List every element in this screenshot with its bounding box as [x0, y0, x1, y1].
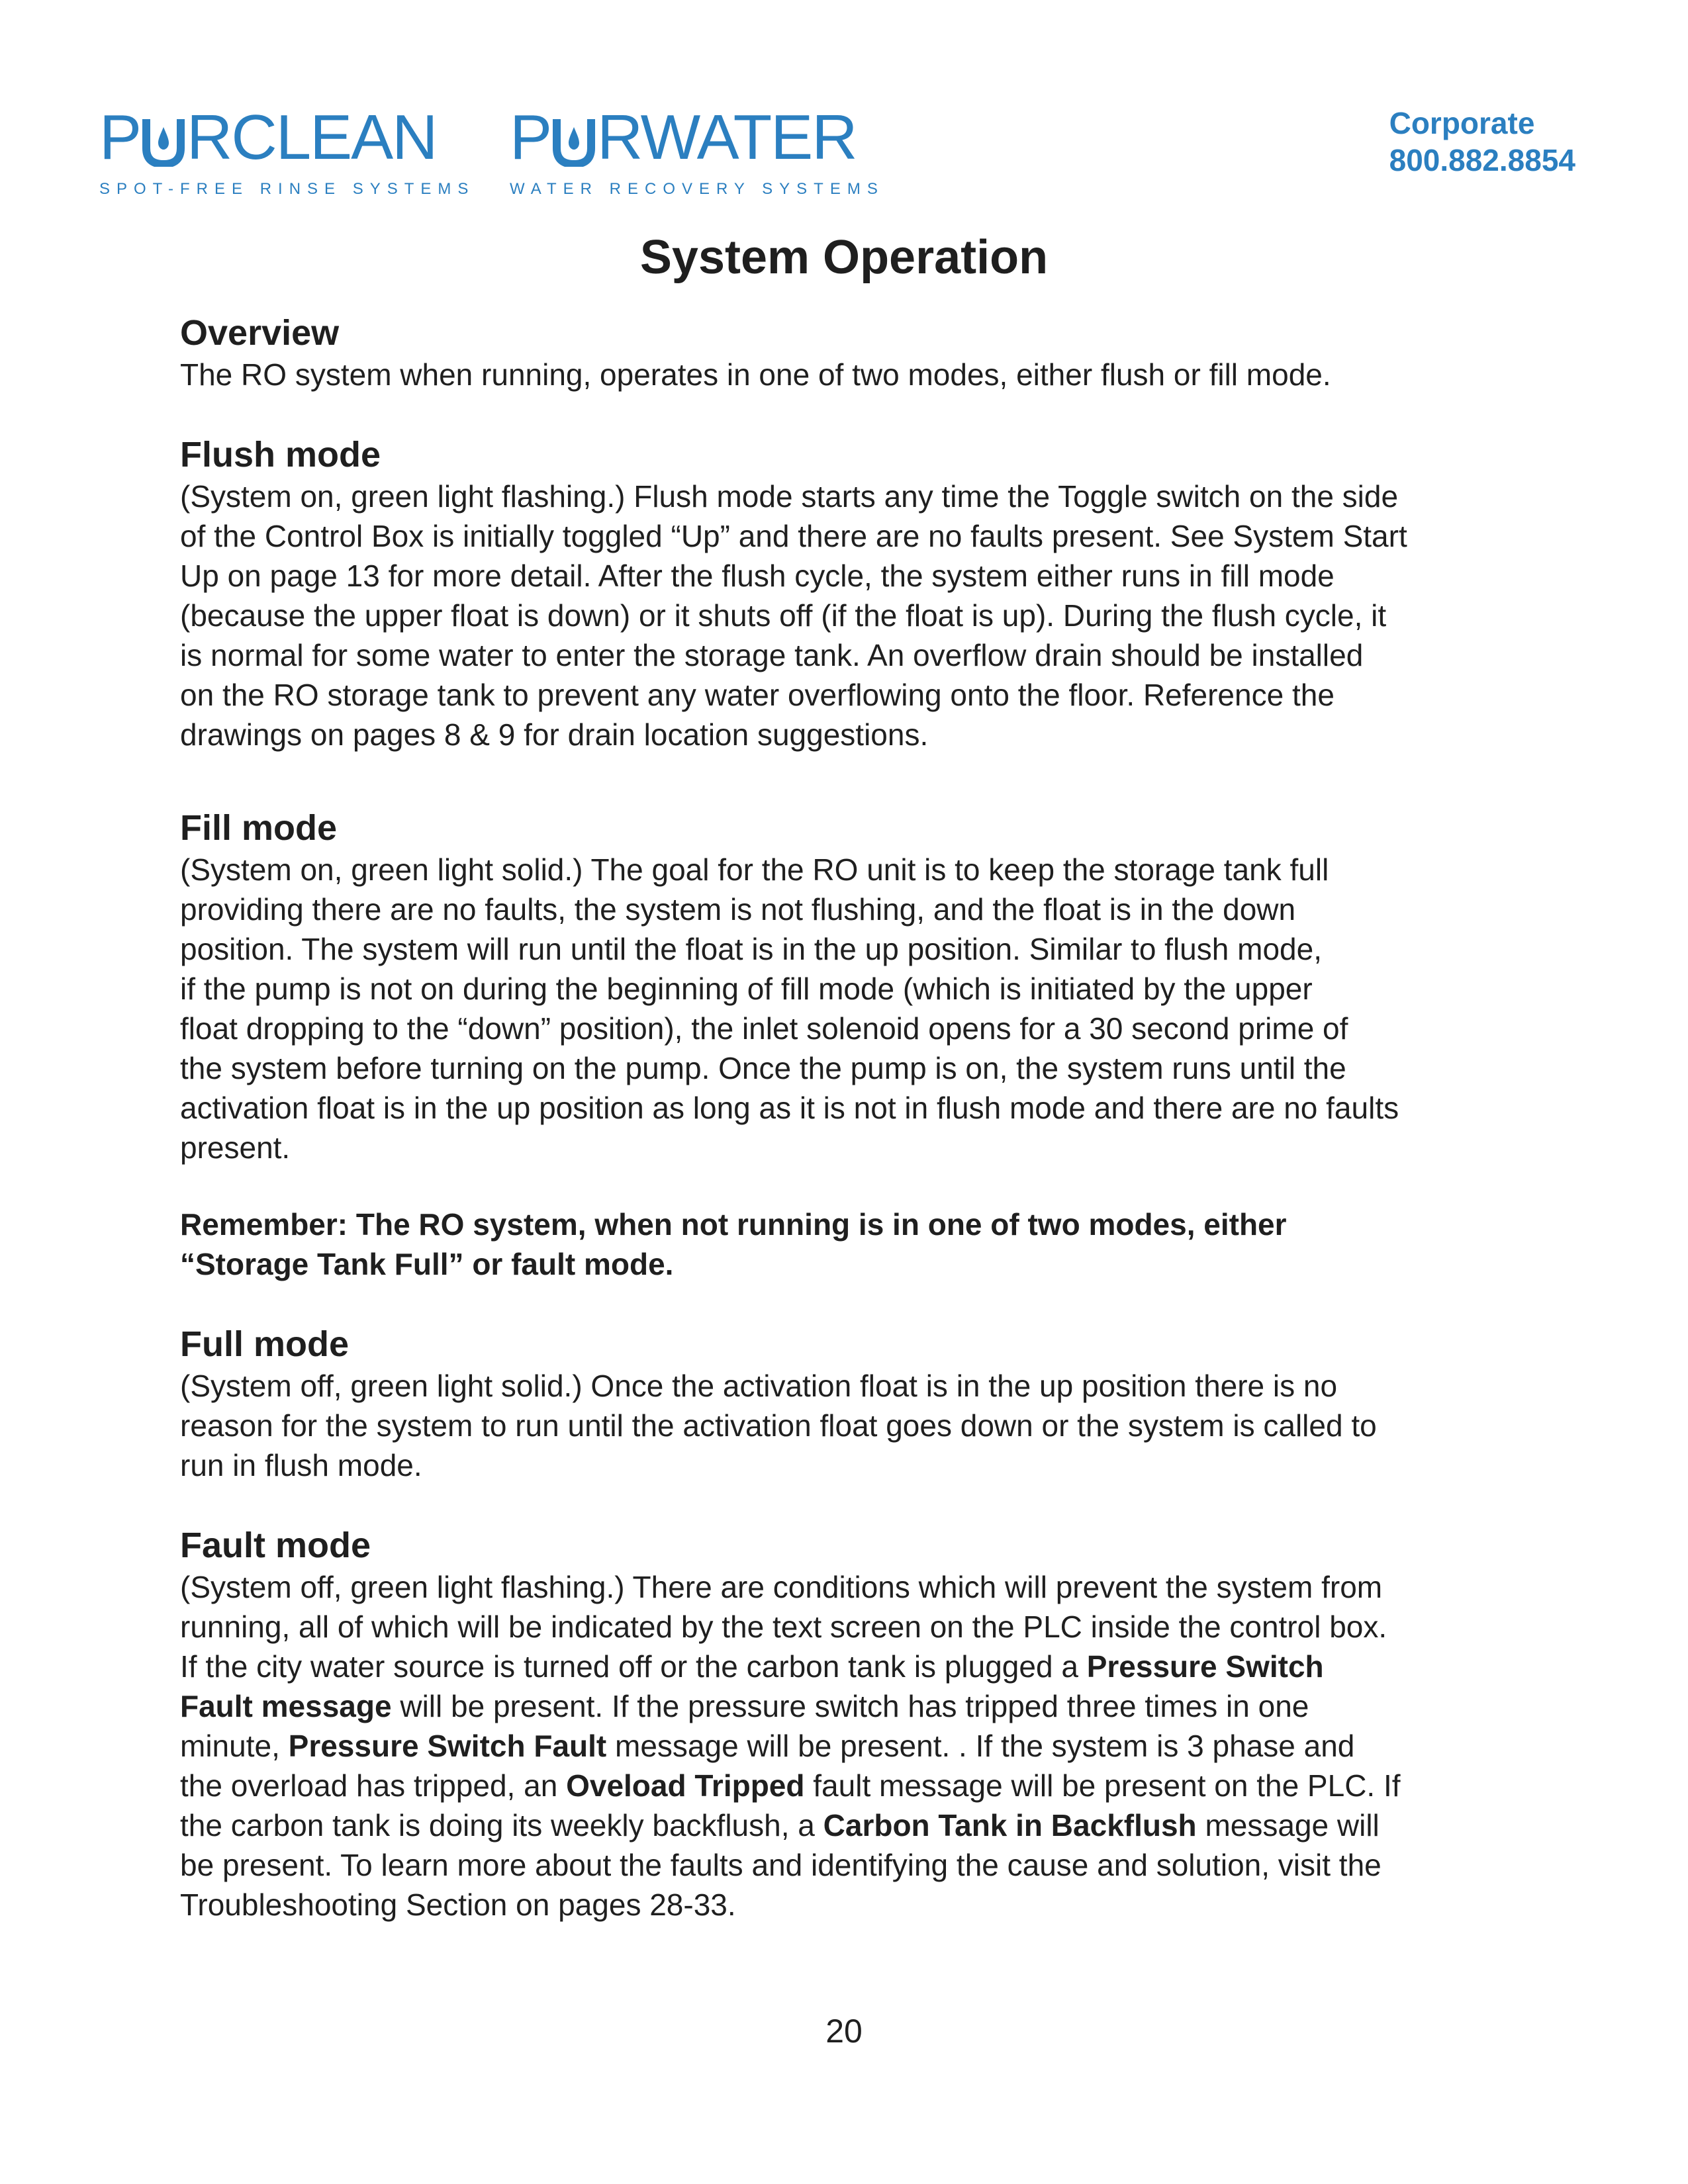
text-run: minute,	[180, 1729, 289, 1763]
overview-paragraph	[180, 355, 1524, 394]
bold-term: Pressure Switch	[1086, 1649, 1324, 1684]
text-line: (because the upper float is down) or it shuts off (if the float is up). During the flush cycle, it	[180, 598, 1387, 633]
text-line	[180, 1686, 1524, 1726]
text-line: Remember: The RO system, when not running is in one of two modes, either	[180, 1207, 1287, 1242]
text-line: (System on, green light solid.) The goal for the RO unit is to keep the storage tank full	[180, 852, 1329, 887]
text-line: (System on, green light flashing.) Flush mode starts any time the Toggle switch on the side	[180, 479, 1399, 514]
water-drop-u-icon	[553, 118, 595, 167]
bold-term: Fault message	[180, 1689, 392, 1723]
text-line: (System off, green light solid.) Once the activation float is in the up position there is no	[180, 1369, 1338, 1403]
corporate-phone: 800.882.8854	[1389, 143, 1575, 177]
text-run: If the city water source is turned off or the carbon tank is plugged a	[180, 1649, 1087, 1684]
document-body	[180, 311, 1524, 1925]
text-line: Up on page 13 for more detail. After the flush cycle, the system either runs in fill mode	[180, 559, 1335, 593]
text-line: run in flush mode.	[180, 1448, 422, 1482]
text-line: is normal for some water to enter the storage tank. An overflow drain should be installed	[180, 638, 1364, 672]
text-line: the system before turning on the pump. Once the pump is on, the system runs until the	[180, 1051, 1346, 1085]
purclean-logo-text-end: RCLEAN	[187, 102, 437, 173]
purclean-tagline: SPOT-FREE RINSE SYSTEMS	[99, 180, 475, 198]
purwater-logo-text-start: P	[510, 102, 551, 173]
text-line	[180, 1726, 1524, 1766]
purwater-tagline: WATER RECOVERY SYSTEMS	[510, 180, 884, 198]
full-mode-heading: Full mode	[180, 1324, 349, 1364]
purwater-wordmark	[510, 102, 884, 173]
remember-note	[180, 1205, 1524, 1284]
fill-mode-heading: Fill mode	[180, 808, 338, 848]
text-run: fault message will be present on the PLC. If	[804, 1768, 1401, 1803]
text-run: the overload has tripped, an	[180, 1768, 567, 1803]
flush-mode-paragraph	[180, 477, 1524, 754]
purwater-logo-text-end: RWATER	[597, 102, 857, 173]
overview-heading: Overview	[180, 313, 340, 353]
fill-mode-paragraph	[180, 850, 1524, 1167]
purclean-logo	[99, 102, 475, 199]
bold-term: Carbon Tank in Backflush	[823, 1808, 1197, 1843]
fault-mode-paragraph	[180, 1567, 1524, 1925]
text-line: float dropping to the “down” position), the inlet solenoid opens for a 30 second prime of	[180, 1011, 1348, 1046]
text-line: of the Control Box is initially toggled “Up” and there are no faults present. See System Start	[180, 519, 1407, 553]
text-run: message will be present. . If the system is 3 phase and	[606, 1729, 1355, 1763]
purclean-wordmark	[99, 102, 475, 173]
bold-term: Oveload Tripped	[566, 1768, 805, 1803]
page-title: System Operation	[639, 231, 1049, 284]
text-line: be present. To learn more about the faults and identifying the cause and solution, visit the	[180, 1848, 1382, 1882]
text-line	[180, 1805, 1524, 1845]
purclean-logo-text-start: P	[99, 102, 141, 173]
text-line: running, all of which will be indicated by the text screen on the PLC inside the control box.	[180, 1610, 1387, 1644]
text-line: present.	[180, 1130, 291, 1165]
text-line: activation float is in the up position as long as it is not in flush mode and there are no faults	[180, 1091, 1399, 1125]
text-line: Troubleshooting Section on pages 28-33.	[180, 1888, 736, 1922]
corporate-contact	[1389, 105, 1575, 179]
page-number: 20	[825, 2013, 863, 2050]
fault-mode-heading: Fault mode	[180, 1525, 371, 1565]
text-line: providing there are no faults, the system is not flushing, and the float is in the down	[180, 892, 1296, 927]
text-line: “Storage Tank Full” or fault mode.	[180, 1247, 674, 1281]
text-line: (System off, green light flashing.) There are conditions which will prevent the system from	[180, 1570, 1383, 1604]
flush-mode-heading: Flush mode	[180, 435, 381, 475]
water-drop-u-icon	[142, 118, 185, 167]
text-line: drawings on pages 8 & 9 for drain location suggestions.	[180, 717, 929, 752]
text-line	[180, 1766, 1524, 1805]
bold-term: Pressure Switch Fault	[288, 1729, 607, 1763]
text-run: will be present. If the pressure switch has tripped three times in one	[391, 1689, 1309, 1723]
purwater-logo	[510, 102, 884, 199]
corporate-label: Corporate	[1389, 106, 1535, 140]
text-run: message will	[1196, 1808, 1380, 1843]
text-line: reason for the system to run until the activation float goes down or the system is called to	[180, 1408, 1377, 1443]
text-line: on the RO storage tank to prevent any water overflowing onto the floor. Reference the	[180, 678, 1335, 712]
text-run: the carbon tank is doing its weekly backflush, a	[180, 1808, 823, 1843]
full-mode-paragraph	[180, 1366, 1524, 1485]
text-line	[180, 1647, 1524, 1686]
text-line: if the pump is not on during the beginning of fill mode (which is initiated by the upper	[180, 972, 1313, 1006]
text-line: The RO system when running, operates in one of two modes, either flush or fill mode.	[180, 357, 1331, 392]
text-line: position. The system will run until the float is in the up position. Similar to flush mode,	[180, 932, 1322, 966]
